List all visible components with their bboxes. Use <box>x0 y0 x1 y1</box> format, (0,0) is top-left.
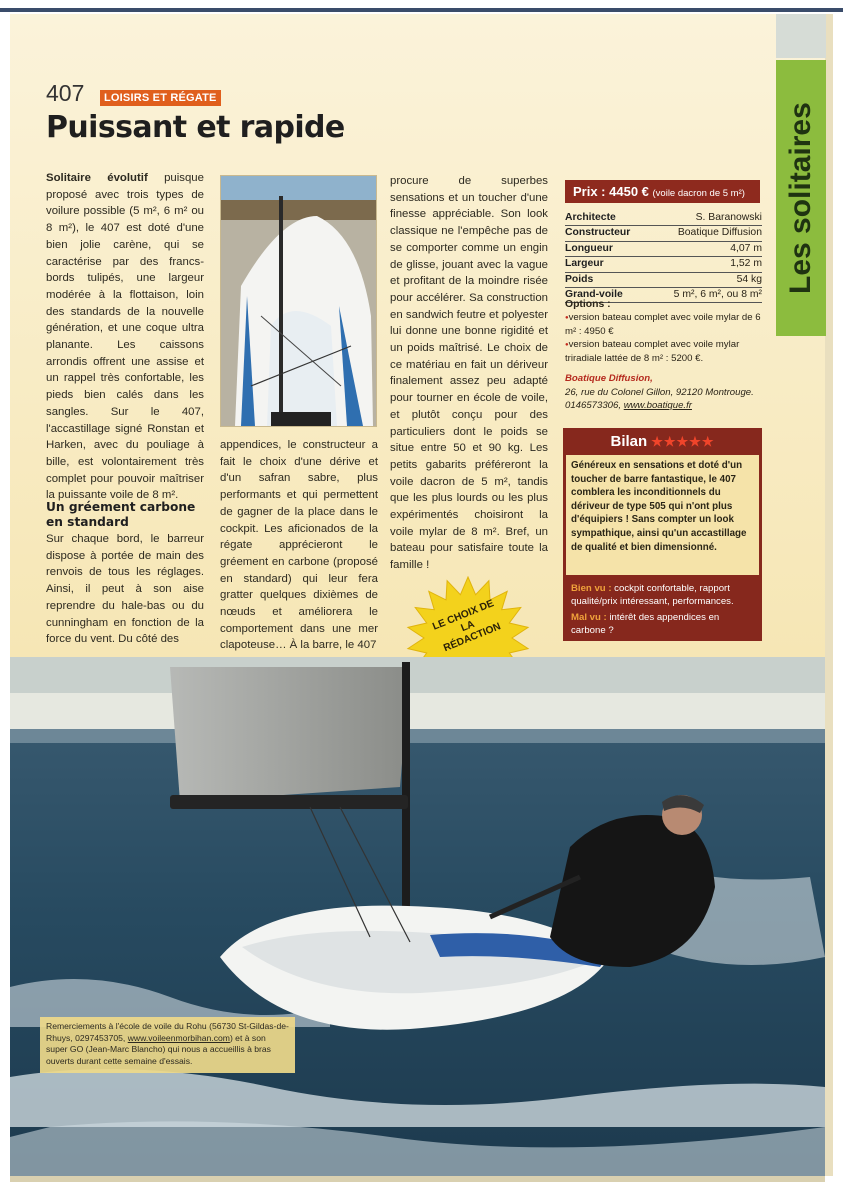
spec-row <box>565 257 762 272</box>
price-value: Prix : 4450 € <box>573 184 649 199</box>
spec-key: Poids <box>565 272 649 287</box>
spec-value: 54 kg <box>649 272 762 287</box>
lead-phrase: Solitaire évolutif <box>46 172 148 184</box>
spec-value: S. Baranowski <box>649 211 762 226</box>
article-column-1-continued <box>46 500 204 648</box>
spec-key: Architecte <box>565 211 649 226</box>
top-edge-bar <box>0 8 843 12</box>
editors-choice-label: LE CHOIX DE LA RÉDACTION <box>431 598 503 655</box>
spec-table <box>565 211 762 303</box>
spec-value: 4,07 m <box>649 241 762 256</box>
article-column-2 <box>220 437 378 654</box>
cons-label: Mal vu : <box>571 612 607 623</box>
column-1b-text: Sur chaque bord, le barreur dispose à portée de main des renvois de tous les réglages. Ainsi, il peut à son aise reprendre du hale-bas ou du cunningham en fonction de la force du vent. Du côté des <box>46 533 204 646</box>
option-item: ● version bateau complet avec voile mylar triradiale lattée de 8 m² : 5200 €. <box>565 338 763 365</box>
photo-caption <box>40 1017 295 1073</box>
caption-website-link[interactable]: www.voileenmorbihan.com <box>127 1032 230 1043</box>
pros-label: Bien vu : <box>571 583 612 594</box>
spec-value: Boatique Diffusion <box>649 226 762 241</box>
rating-stars: ★★★★★ <box>651 434 715 449</box>
options-label: Options : <box>565 299 611 310</box>
spec-key: Constructeur <box>565 226 649 241</box>
page-edge <box>825 14 833 1176</box>
column-3-text: procure de superbes sensations et un toucher d'une finesse appréciable. Son look classique ne l'empêche pas de se comporter comme un engin de glisse, jouant avec la vague et profitant de la moindre risée pour accélérer. Sa construction en sandwich feutre et polyester lui donne une bonne rigidité et un poids maîtrisé. Le choix de ce matériau en fait un dériveur finalement assez peu adapté pour tourner en école de voile, et plutôt conçu pour des particuliers dont le poids se situe entre 50 et 90 kg. Les petits gabarits préféreront la voile dacron de 5 m², tandis que les plus lourds ou les plus expérimentés choisiront la voile mylar de 8 m². Bref, un bateau pour satisfaire toute la famille ! <box>390 175 548 572</box>
verdict-header <box>563 428 762 455</box>
model-number: 407 <box>46 80 85 106</box>
spec-row <box>565 241 762 256</box>
verdict-pros <box>571 583 756 608</box>
section-tab-label: Les solitaires <box>784 102 817 294</box>
spec-value: 1,52 m <box>649 257 762 272</box>
spec-row <box>565 272 762 287</box>
dealer-website-link[interactable]: www.boatique.fr <box>623 400 692 411</box>
spec-key: Largeur <box>565 257 649 272</box>
spec-key: Longueur <box>565 241 649 256</box>
verdict-text: Généreux en sensations et doté d'un toucher de barre fantastique, le 407 comblera les inconditionnels du dériveur de type 505 qui n'ont plus d'équipiers ! Sans compter un look sympathique, ainsi qu'un accastillage de qualité et bien dimensionné. <box>566 455 759 575</box>
spec-value: 5 m², 6 m², ou 8 m² <box>649 288 762 303</box>
spec-row <box>565 211 762 226</box>
verdict-cons <box>571 612 756 637</box>
column-2-text: appendices, le constructeur a fait le choix d'une dérive et d'un safran sabre, plus performants et qui permettent de gagner de la place dans le cockpit. Les aficionados de la régate apprécieront le gréement en carbone (proposé en standard) qui leur fera gratter quelques dixièmes de nœuds et améliorera le comportement dans une mer clapoteuse… À la barre, le 407 <box>220 439 378 652</box>
article-column-3 <box>390 173 548 574</box>
side-tab-cap <box>776 14 826 58</box>
page-bottom-edge <box>10 1176 825 1182</box>
column-1-text: puisque proposé avec trois types de voilure possible (5 m², 6 m² ou 8 m²), le 407 est doté d'une bien jolie carène, qui se caractérise par des francs-bords tulipés, une largeur modérée à la flottaison, loin des standards de la nouvelle génération, et une coque ultra planante. Les caissons arrondis offrent une assise et un rappel très confortable, les pieds bien calés dans les sangles. Sur le 407, l'accastillage signé Ronstan et Harken, avec du pouliage à bille, est volontairement très complet pour pouvoir maîtriser la puissante voile de 8 m². <box>46 172 204 502</box>
article-headline: Puissant et rapide <box>46 110 345 145</box>
spec-row <box>565 226 762 241</box>
price-note: (voile dacron de 5 m²) <box>652 188 745 199</box>
price-bar <box>565 180 760 203</box>
caption-text-1: Remerciements à l'école de voile du Rohu (56730 St-Gildas-de-Rhuys, 0297453705, <box>46 1021 289 1043</box>
category-badge: LOISIRS ET RÉGATE <box>100 90 221 106</box>
caption-text-2: ) et à son super GO (Jean-Marc Blancho) qui nous a accueillis à bras ouverts durant cette semaine d'essais. <box>46 1032 271 1066</box>
boat-deck-photo <box>220 175 377 427</box>
dealer-name: Boatique Diffusion, <box>565 373 653 384</box>
dealer-phone: 0146573306, <box>565 400 622 411</box>
dealer-block <box>565 372 763 413</box>
dealer-address: 26, rue du Colonel Gillon, 92120 Montrouge. <box>565 386 754 398</box>
subheading: Un gréement carbone en standard <box>46 500 196 529</box>
cons-text: intérêt des appendices en carbone ? <box>571 612 720 636</box>
sailing-action-photo <box>10 657 825 1176</box>
verdict-title: Bilan <box>610 433 648 450</box>
spec-key: Grand-voile <box>565 288 649 303</box>
options-block <box>565 298 763 365</box>
article-column-1 <box>46 170 204 504</box>
option-item: ● version bateau complet avec voile mylar de 6 m² : 4950 € <box>565 311 763 338</box>
pros-text: cockpit confortable, rapport qualité/prix intéressant, performances. <box>571 583 734 607</box>
